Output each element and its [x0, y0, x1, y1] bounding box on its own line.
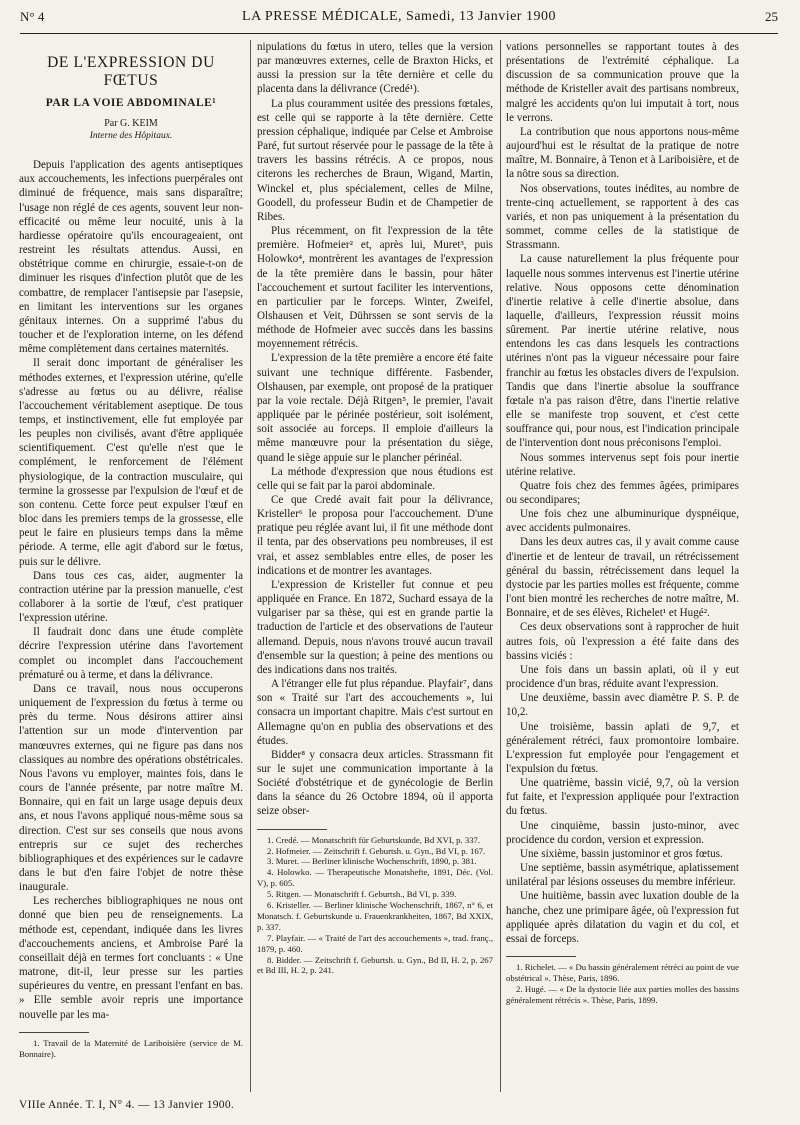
footnote: 6. Kristeller. — Berliner klinische Wochenschrift, 1867, n° 6, et Monatsch. f. Geburtskunde u. Frauenkrankheiten, 1867, Bd XXIX, p. 337.: [257, 900, 493, 932]
paragraph: Dans les deux autres cas, il y avait comme cause d'inertie et de lenteur de travail, un rétrécissement général du bassin, rétrécissement dans lequel la dystocie par les parties molles est fréquente, comme l'ont bien montré les recherches de notre maître, M. Bonnaire, et de ses élèves, Richelet¹ et Hugé².: [506, 536, 739, 620]
footnote: 1. Richelet. — « Du bassin généralement rétréci au point de vue obstétrical ». Thèse, Paris, 1896.: [506, 962, 739, 983]
paragraph: Ce que Credé avait fait pour la délivrance, Kristeller⁶ le proposa pour l'accouchement. D'une pratique peu réglée avant lui, il fit une méthode dont il tenta, par des observations peu nombreuses, il est vrai, et assez semblables entre elles, de poser les indications et de montrer les avantages.: [257, 494, 493, 577]
footnote: 2. Hugé. — « De la dystocie liée aux parties molles des bassins généralement rétrécis ». Thèse, Paris, 1899.: [506, 983, 739, 1005]
paragraph: Bidder⁸ y consacra deux articles. Strassmann fit sur le sujet une communication importante à la Société d'obstétrique et de gynécologie de Berlin dans la séance du 26 Octobre 1894, où il apporta seize obser-: [257, 748, 493, 818]
footnote: 7. Playfair. — « Traité de l'art des accouchements », trad. franç., 1879, p. 460.: [257, 932, 493, 954]
column-2: [257, 40, 493, 976]
column-1: [19, 40, 243, 1060]
paragraph: Quatre fois chez des femmes âgées, primipares ou secondipares;: [506, 479, 739, 506]
footnote: 3. Muret. — Berliner klinische Wochenschrift, 1890, p. 381.: [267, 856, 477, 867]
paragraph: La cause naturellement la plus fréquente pour laquelle nous sommes intervenus est l'inertie utérine relative. Nous opposons cette dénomination d'inertie relative à celle d'inertie absolue, dans laquelle, d'ailleurs, l'expression réussit moins sûrement. Par inertie utérine relative, nous entendons les cas dans lesquels les contractions utérines n'ont pas la vigueur nécessaire pour faire franchir au fœtus les obstacles divers de l'expulsion. Tandis que dans l'inertie absolue la souffrance fœtale n'a pas raison d'être, dans l'inertie relative elle se manifeste trop souvent, et c'est cette souffrance qui, pour nous, est l'indication principale de l'intervention dont nous préconisons l'emploi.: [506, 253, 739, 450]
paragraph: Une troisième, bassin aplati de 9,7, et généralement rétréci, faux promontoire lombaire. L'expression fut employée pour l'engagement et l'expulsion du fœtus.: [506, 720, 739, 775]
paragraph: La plus couramment usitée des pressions fœtales, est celle qui se rapporte à la tête dernière. Cette pression céphalique, indiquée par Celse et Ambroise Paré, fut surtout réservée pour le passage de la tête à travers les bassins rétrécis. A ce propos, nous citerons les recherches de Braun, Wigand, Martin, Winckel et, plus spécialement, celles de Milne, Goodell, du professeur Budin et de Champetier de Ribes.: [257, 97, 493, 223]
footnote-rule: [506, 956, 576, 957]
header-rule: [20, 33, 778, 34]
footnote: 1. Travail de la Maternité de Lariboisière (service de M. Bonnaire).: [19, 1037, 243, 1059]
paragraph: L'expression de Kristeller fut connue et peu appliquée en France. En 1872, Suchard essaya de la vulgariser par sa thèse, qui est en grande partie la traduction de l'article et des observations de l'auteur allemand. Depuis, nous n'avons trouvé aucun travail d'ensemble sur la question; à peine des mentions ou des indications dans nos traités.: [257, 578, 493, 676]
footnote: 2. Hofmeier. — Zeitschrift f. Geburtsh. u. Gyn., Bd VI, p. 167.: [267, 845, 486, 856]
article-title: DE L'EXPRESSION DU FŒTUS: [47, 54, 215, 89]
footnote: 1. Credé. — Monatschrift für Geburtskunde, Bd XVI, p. 337.: [267, 834, 481, 845]
footnote: 8. Bidder. — Zeitschrift f. Geburtsh. u. Gyn., Bd II, H. 2, p. 267 et Bd III, H. 2, p. 241.: [257, 954, 493, 976]
paragraph: Les recherches bibliographiques ne nous ont donné que bien peu de renseignements. La méthode est, cependant, indiquée dans les livres d'accouchements anciens, et Ambroise Paré la conseillait déjà en termes fort concluants : « Une matrone, dit-il, leur presse sur les parties supérieures du ventre, en pressant l'enfant en bas. » Elle semble avoir repris une importance nouvelle par les ma-: [19, 895, 243, 1021]
journal-title: LA PRESSE MÉDICALE, Samedi, 13 Janvier 1900: [242, 9, 556, 24]
footnote-list: [506, 962, 739, 1006]
column-rule: [250, 40, 251, 1092]
paragraph: nipulations du fœtus in utero, telles que la version par manœuvres externes, celle de Braxton Hicks, et aussi la pression sur la tête dernière et celle du placenta dans la délivrance (Credé¹).: [257, 41, 493, 96]
paragraph: La méthode d'expression que nous étudions est celle qui se fait par la paroi abdominale.: [257, 465, 493, 492]
paragraph: Dans ce travail, nous nous occuperons uniquement de l'expression du fœtus à terme ou près du terme. Nous désirons attirer ainsi l'attention sur un mode d'intervention par manœuvres externes, qui ne figure pas dans nos classiques au nombre des opérations obstétricales. Nous l'avons vu employer, maintes fois, dans le cours de l'année présente, par notre maître M. Bonnaire, qui en fait un large usage depuis deux ans, et nous l'avons appliqué nous-même sous sa direction. C'est sur ses conseils que nous avons entrepris sur ce sujet des recherches bibliographiques et des expériences sur le cadavre dans le but d'en faire l'objet de notre thèse inaugurale.: [19, 682, 243, 894]
running-head: [20, 9, 778, 31]
article-author: Par G. KEIM: [104, 118, 158, 130]
footnote-rule: [257, 829, 327, 830]
footnote: 5. Ritgen. — Monatschrift f. Geburtsh., Bd VI, p. 339.: [267, 889, 457, 900]
issue-number: N° 4: [20, 9, 45, 24]
paragraph: Une huitième, bassin avec luxation double de la hanche, chez une primipare âgée, où l'expression fut appliquée après dilatation du vagin et du col, et essai de forceps.: [506, 890, 739, 945]
paragraph: vations personnelles se rapportant toutes à des présentations de l'extrémité céphalique. La discussion de sa communication prouve que la méthode de Kristeller avait des partisans nombreux, malgré les accidents qu'on lui imputait à tort, nous le verrons.: [506, 41, 739, 124]
paragraph: Une quatrième, bassin vicié, 9,7, où la version fut faite, et l'expression appliquée pour l'extraction du fœtus.: [506, 777, 739, 818]
footnote-list: [257, 835, 493, 977]
paragraph: Une sixième, bassin justominor et gros fœtus.: [520, 847, 723, 860]
page-number: 25: [765, 9, 778, 24]
paragraph: Il serait donc important de généraliser les méthodes externes, et l'expression utérine, qu'elle s'adresse au fœtus ou au délivre, réalise l'accouchement véritablement aseptique. De tous temps, et instinctivement, elle fut employée par les peuples non civilisés, avant d'être appliquée scientifiquement. C'est qu'elle n'est que le complément, le renforcement de l'élément physiologique, de la contraction musculaire, qui termine la grossesse par l'expulsion de l'œuf et de son contenu. Cette force peut expulser l'œuf en bloc dans les premiers temps de la grossesse, elle peut le faire en plusieurs temps dans la même période. A terme, elle agit d'abord sur le fœtus, puis sur le délivre.: [19, 357, 243, 568]
footnote-rule: [19, 1032, 89, 1033]
paragraph: Une septième, bassin asymétrique, aplatissement unilatéral par lésions osseuses du membre inférieur.: [506, 862, 739, 889]
paragraph: Une fois chez une albuminurique dyspnéique, avec accidents pulmonaires.: [506, 508, 739, 535]
footnote: 4. Holowko. — Therapeutische Monatshefte, 1891, Déc. (Vol. V), p. 605.: [257, 867, 493, 889]
paragraph: Depuis l'application des agents antiseptiques aux accouchements, les infections puerpérales ont diminué de fréquence, mais sans disparaître; l'usage non réglé de ces agents, souvent leur non-efficacité ou même leur nocuité, unis à la hardiesse opératoire qu'ils encourageaient, ont restreint les résultats attendus. Aussi, en obstétrique comme en chirurgie, essaie-t-on de diminuer les risques d'infection plutôt que de les combattre, de remplacer l'antisepsie par l'asepsie, en limitant les interventions sur les organes génitaux internes. On a supprimé l'abus du toucher et de l'exploration interne, on les défend même complètement dans certaines maternités.: [19, 159, 243, 356]
paragraph: L'expression de la tête première a encore été faite suivant une technique différente. Fasbender, Olshausen, par exemple, ont proposé de la pratiquer par la voie rectale. Déjà Ritgen⁵, le premier, l'avait appliquée par le périnée postérieur, soit isolément, soit associée au forceps. Il emploie d'ailleurs la même manœuvre pour la présentation du siège, quand le siège appuie sur le plancher périnéal.: [257, 352, 493, 464]
paragraph: Dans tous ces cas, aider, augmenter la contraction utérine par la pression manuelle, c'est collaborer à la sortie de l'œuf, c'est pratiquer l'expression utérine.: [19, 569, 243, 625]
column-3: [506, 40, 739, 1006]
paragraph: Une deuxième, bassin avec diamètre P. S. P. de 10,2.: [506, 692, 739, 719]
article-author-role: Interne des Hôpitaux.: [89, 131, 173, 142]
paragraph: Ces deux observations sont à rapprocher de huit autres fois, où l'expression a été faite dans des bassins viciés :: [506, 621, 739, 662]
paragraph: Une cinquième, bassin justo-minor, avec procidence du cordon, version et expression.: [506, 819, 739, 846]
paragraph: Nous sommes intervenus sept fois pour inertie utérine relative.: [506, 451, 739, 478]
paragraph: A l'étranger elle fut plus répandue. Playfair⁷, dans son « Traité sur l'art des accouchements », lui consacra un important chapitre. Mais c'est surtout en Allemagne qu'on en publia des observations et des études.: [257, 678, 493, 747]
paragraph: Plus récemment, on fit l'expression de la tête première. Hofmeier² et, après lui, Muret³, puis Holowko⁴, montrèrent les avantages de l'expression de la tête première dans le bassin, pour hâter l'accouchement et surtout faciliter les interventions, en particulier par le forceps. Winter, Zweifel, Olshausen et Veit, Dührssen se sont servis de la méthode de Hofmeier avec succès dans les bassins moyennement rétrécis.: [257, 225, 493, 351]
paragraph: La contribution que nous apportons nous-même aujourd'hui est le résultat de la pratique de notre maître, M. Bonnaire, à Tenon et à Lariboisière, et de la nôtre sous sa direction.: [506, 125, 739, 181]
column-rule: [500, 40, 501, 1092]
paragraph: Il faudrait donc dans une étude complète décrire l'expression utérine dans l'avortement complet ou incomplet dans l'accouchement prématuré ou à terme, et dans la délivrance.: [19, 626, 243, 681]
paragraph: Une fois dans un bassin aplati, où il y eut procidence d'un bras, réduite avant l'expression.: [506, 663, 739, 691]
paragraph: Nos observations, toutes inédites, au nombre de trente-cinq actuellement, se rapportent à des cas variés, et non pas uniquement à la présentation du sommet, comme celles de la statistique de Strassmann.: [506, 182, 739, 252]
issue-line: VIIIe Année. T. I, N° 4. — 13 Janvier 1900.: [19, 1099, 235, 1111]
article-subtitle: PAR LA VOIE ABDOMINALE¹: [45, 97, 217, 109]
